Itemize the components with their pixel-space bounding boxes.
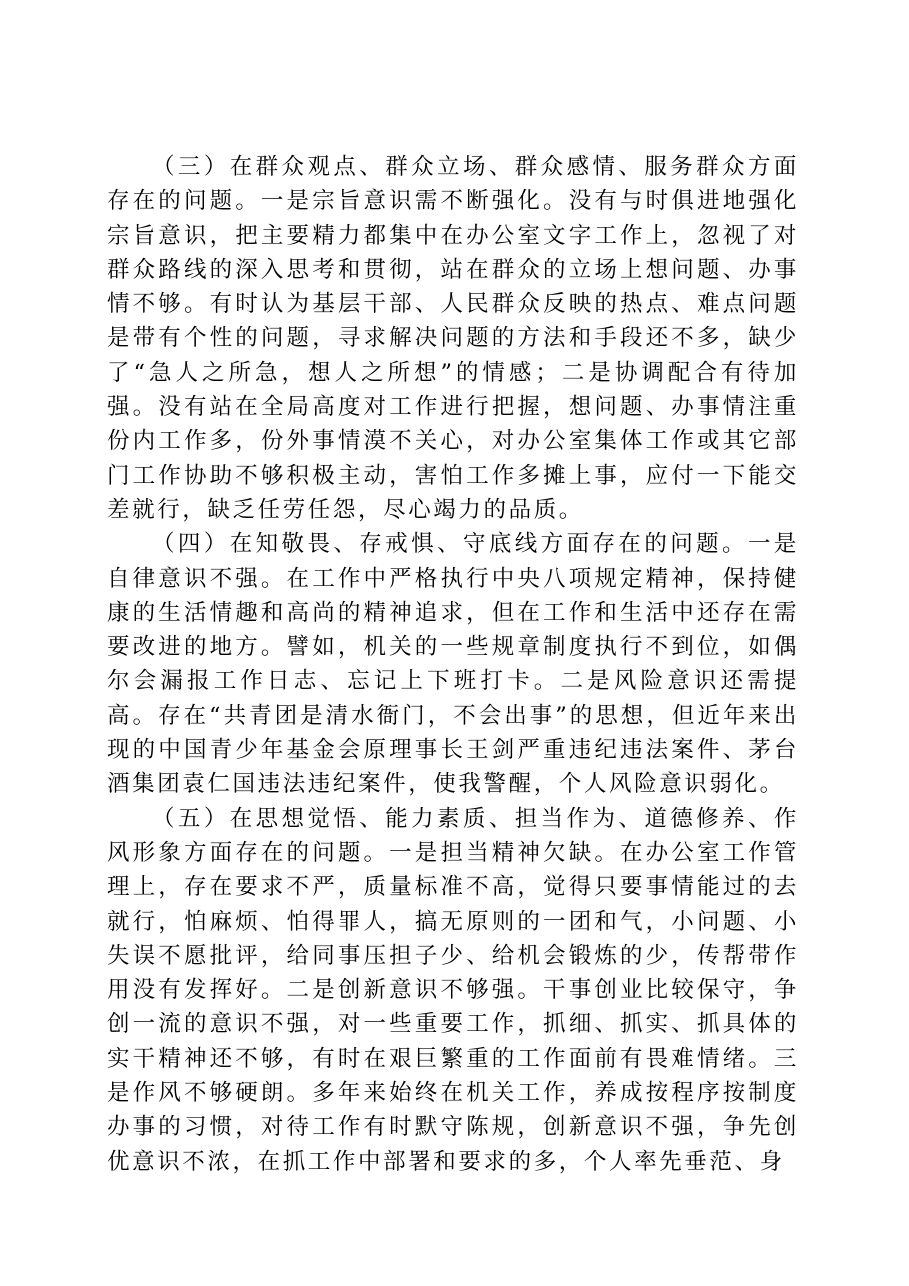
paragraph-section-five: （五）在思想觉悟、能力素质、担当作为、道德修养、作风形象方面存在的问题。一是担当精神欠缺。在办公室工作管理上，存在要求不严，质量标准不高，觉得只要事情能过的去就行，怕麻烦、怕得罪人，搞无原则的一团和气，小问题、小失误不愿批评，给同事压担子少、给机会锻炼的少，传帮带作用没有发挥好。二是创新意识不够强。干事创业比较保守，争创一流的意识不强，对一些重要工作，抓细、抓实、抓具体的实干精神还不够，有时在艰巨繁重的工作面前有畏难情绪。三是作风不够硬朗。多年来始终在机关工作，养成按程序按制度办事的习惯，对待工作有时默守陈规，创新意识不强，争先创优意识不浓，在抓工作中部署和要求的多，个人率先垂范、身 [107, 805, 799, 1175]
document-body [107, 150, 799, 1179]
paragraph-section-three: （三）在群众观点、群众立场、群众感情、服务群众方面存在的问题。一是宗旨意识需不断强化。没有与时俱进地强化宗旨意识，把主要精力都集中在办公室文字工作上，忽视了对群众路线的深入思考和贯彻，站在群众的立场上想问题、办事情不够。有时认为基层干部、人民群众反映的热点、难点问题是带有个性的问题，寻求解决问题的方法和手段还不多，缺少了“急人之所急，想人之所想”的情感；二是协调配合有待加强。没有站在全局高度对工作进行把握，想问题、办事情注重份内工作多，份外事情漠不关心，对办公室集体工作或其它部门工作协助不够积极主动，害怕工作多摊上事，应付一下能交差就行，缺乏任劳任怨，尽心竭力的品质。 [107, 154, 799, 523]
paragraph-section-four: （四）在知敬畏、存戒惧、守底线方面存在的问题。一是自律意识不强。在工作中严格执行中央八项规定精神，保持健康的生活情趣和高尚的精神追求，但在工作和生活中还存在需要改进的地方。譬如，机关的一些规章制度执行不到位，如偶尔会漏报工作日志、忘记上下班打卡。二是风险意识还需提高。存在“共青团是清水衙门，不会出事”的思想，但近年来出现的中国青少年基金会原理事长王剑严重违纪违法案件、茅台酒集团袁仁国违法违纪案件，使我警醒，个人风险意识弱化。 [107, 531, 799, 798]
